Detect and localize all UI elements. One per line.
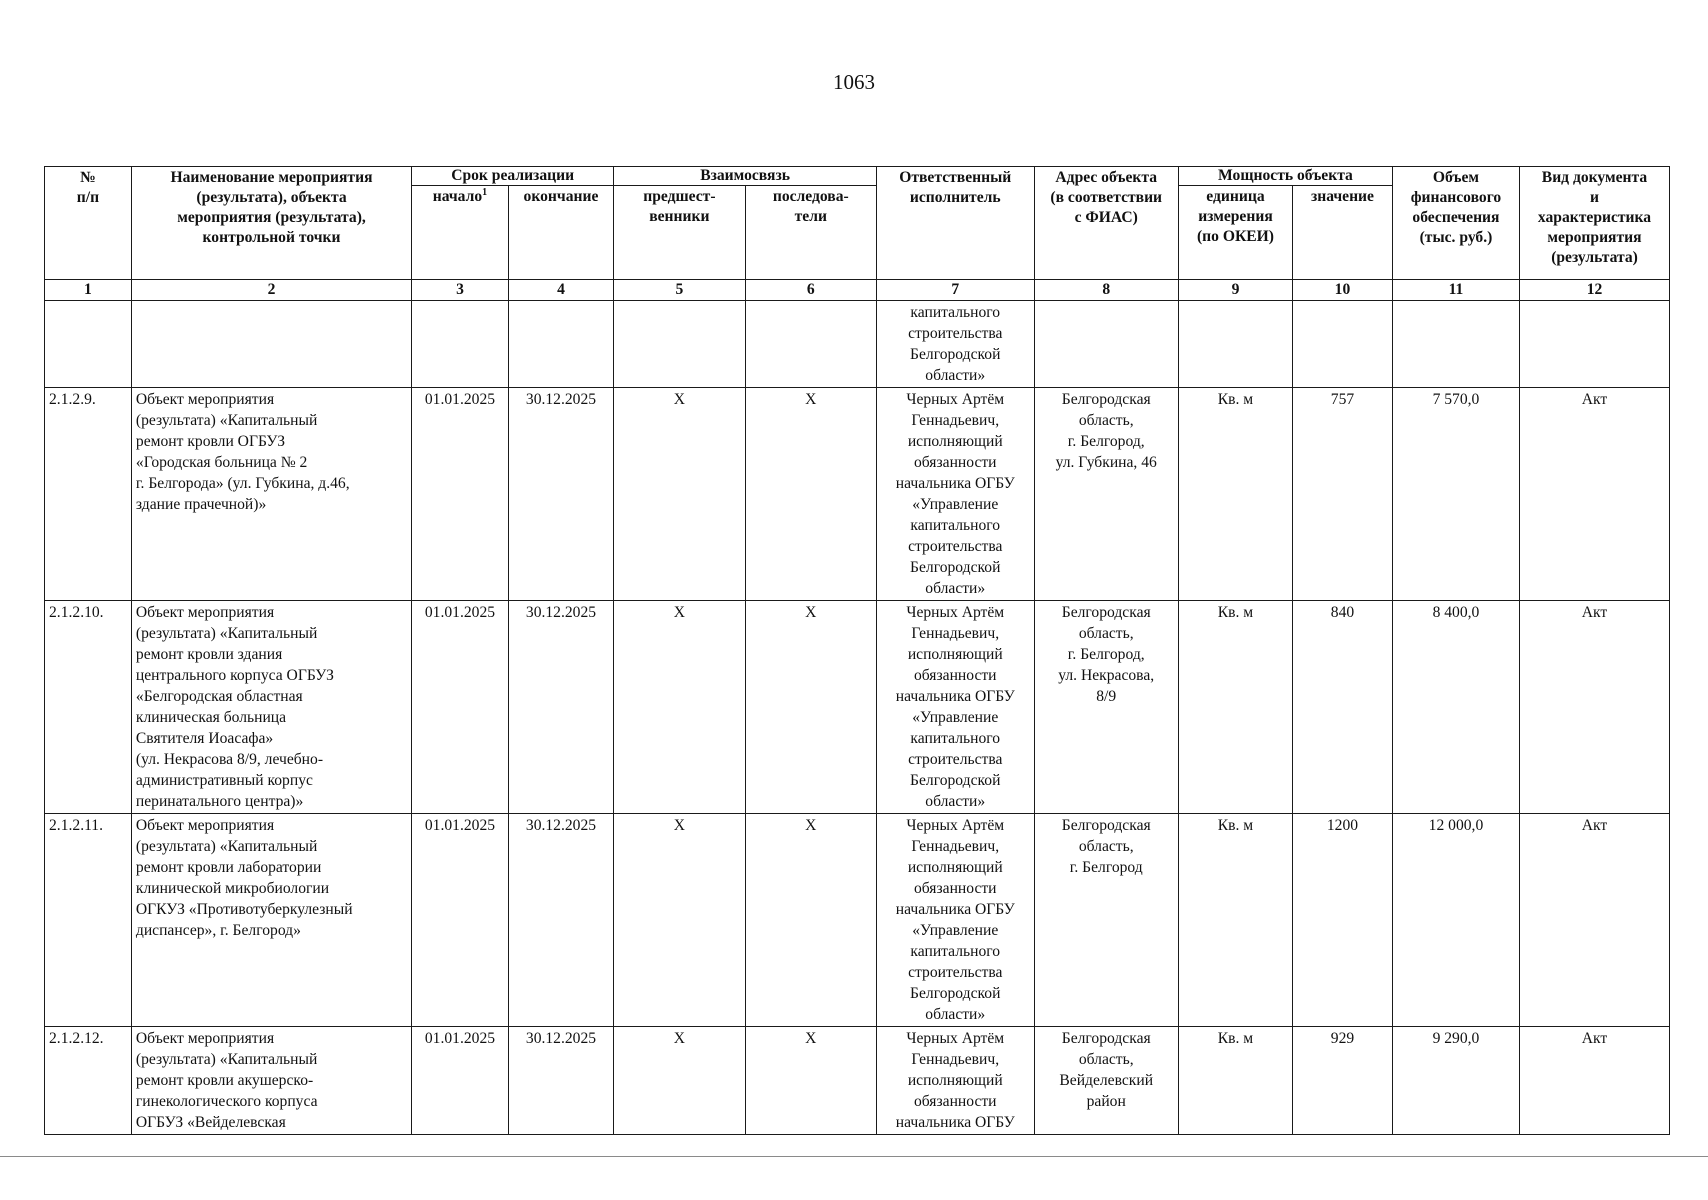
cell-executor: капитального строительства Белгородской области»: [877, 301, 1035, 388]
header-term-end: окончание: [508, 186, 613, 280]
cell-start-date: 01.01.2025: [412, 1027, 509, 1135]
cell-end-date: 30.12.2025: [508, 1027, 613, 1135]
cell-num: 2.1.2.9.: [45, 388, 132, 601]
column-number: 5: [614, 280, 745, 301]
cell-end-date: [508, 301, 613, 388]
table-row: [45, 814, 1670, 1027]
cell-predecessors: [614, 301, 745, 388]
cell-finance: 9 290,0: [1392, 1027, 1519, 1135]
cell-value: 840: [1293, 601, 1393, 814]
table-body: [45, 301, 1670, 1135]
cell-executor: Черных Артём Геннадьевич, исполняющий обязанности начальника ОГБУ «Управление капитального строительства Белгородской области»: [877, 388, 1035, 601]
table-row: [45, 301, 1670, 388]
cell-address: Белгородская область, г. Белгород, ул. Губкина, 46: [1034, 388, 1178, 601]
cell-start-date: [412, 301, 509, 388]
cell-successors: Х: [745, 388, 876, 601]
cell-finance: 7 570,0: [1392, 388, 1519, 601]
header-value: значение: [1293, 186, 1393, 280]
cell-address: [1034, 301, 1178, 388]
header-row-1: [45, 167, 1670, 186]
cell-executor: Черных Артём Геннадьевич, исполняющий обязанности начальника ОГБУ: [877, 1027, 1035, 1135]
cell-unit: Кв. м: [1178, 1027, 1292, 1135]
column-number: 8: [1034, 280, 1178, 301]
cell-successors: [745, 301, 876, 388]
cell-address: Белгородская область, г. Белгород, ул. Некрасова, 8/9: [1034, 601, 1178, 814]
column-number: 7: [877, 280, 1035, 301]
column-number: 4: [508, 280, 613, 301]
cell-name: Объект мероприятия (результата) «Капитальный ремонт кровли здания центрального корпуса ОГБУЗ «Белгородская областная клиническая больница Святителя Иоасафа» (ул. Некрасова 8/9, лечебно- административный корпус перинатального центра)»: [131, 601, 411, 814]
header-doc: Вид документа и характеристика мероприятия (результата): [1520, 167, 1670, 280]
cell-finance: 12 000,0: [1392, 814, 1519, 1027]
cell-end-date: 30.12.2025: [508, 601, 613, 814]
header-successors: последова- тели: [745, 186, 876, 280]
cell-unit: Кв. м: [1178, 388, 1292, 601]
cell-doc-type: Акт: [1520, 1027, 1670, 1135]
cell-predecessors: Х: [614, 1027, 745, 1135]
header-unit: единица измерения (по ОКЕИ): [1178, 186, 1292, 280]
cell-num: 2.1.2.10.: [45, 601, 132, 814]
header-num: № п/п: [45, 167, 132, 280]
header-term-start-label: начало: [432, 188, 483, 205]
cell-unit: Кв. м: [1178, 601, 1292, 814]
cell-start-date: 01.01.2025: [412, 388, 509, 601]
cell-doc-type: Акт: [1520, 601, 1670, 814]
cell-name: Объект мероприятия (результата) «Капитальный ремонт кровли лаборатории клинической микробиологии ОГКУЗ «Противотуберкулезный диспансер», г. Белгород»: [131, 814, 411, 1027]
plan-table: [44, 166, 1670, 1135]
column-number: 10: [1293, 280, 1393, 301]
cell-executor: Черных Артём Геннадьевич, исполняющий обязанности начальника ОГБУ «Управление капитального строительства Белгородской области»: [877, 601, 1035, 814]
table-row: [45, 388, 1670, 601]
cell-successors: Х: [745, 814, 876, 1027]
cell-successors: Х: [745, 1027, 876, 1135]
cell-value: 757: [1293, 388, 1393, 601]
column-number: 9: [1178, 280, 1292, 301]
cell-predecessors: Х: [614, 814, 745, 1027]
cell-predecessors: Х: [614, 388, 745, 601]
column-number: 11: [1392, 280, 1519, 301]
cell-name: Объект мероприятия (результата) «Капитальный ремонт кровли акушерско- гинекологического корпуса ОГБУЗ «Вейделевская: [131, 1027, 411, 1135]
cell-value: 929: [1293, 1027, 1393, 1135]
cell-num: 2.1.2.11.: [45, 814, 132, 1027]
column-number-row: [45, 280, 1670, 301]
cell-executor: Черных Артём Геннадьевич, исполняющий обязанности начальника ОГБУ «Управление капитального строительства Белгородской области»: [877, 814, 1035, 1027]
cell-value: 1200: [1293, 814, 1393, 1027]
header-predecessors: предшест- венники: [614, 186, 745, 280]
cell-address: Белгородская область, г. Белгород: [1034, 814, 1178, 1027]
cell-num: 2.1.2.12.: [45, 1027, 132, 1135]
cell-end-date: 30.12.2025: [508, 814, 613, 1027]
header-name: Наименование мероприятия (результата), объекта мероприятия (результата), контрольной точки: [131, 167, 411, 280]
header-finance: Объем финансового обеспечения (тыс. руб.): [1392, 167, 1519, 280]
cell-name: Объект мероприятия (результата) «Капитальный ремонт кровли ОГБУЗ «Городская больница № 2 г. Белгорода» (ул. Губкина, д.46, здание прачечной)»: [131, 388, 411, 601]
cell-finance: [1392, 301, 1519, 388]
cell-unit: [1178, 301, 1292, 388]
header-address: Адрес объекта (в соответствии с ФИАС): [1034, 167, 1178, 280]
footnote-mark: 1: [482, 186, 488, 198]
cell-value: [1293, 301, 1393, 388]
header-relation: Взаимосвязь: [614, 167, 877, 186]
cell-successors: Х: [745, 601, 876, 814]
column-number: 12: [1520, 280, 1670, 301]
column-number: 6: [745, 280, 876, 301]
cell-predecessors: Х: [614, 601, 745, 814]
cell-address: Белгородская область, Вейделевский район: [1034, 1027, 1178, 1135]
cell-finance: 8 400,0: [1392, 601, 1519, 814]
cell-start-date: 01.01.2025: [412, 814, 509, 1027]
header-term-start: [412, 186, 509, 280]
cell-doc-type: [1520, 301, 1670, 388]
bottom-rule: [0, 1156, 1708, 1157]
table-row: [45, 1027, 1670, 1135]
column-number: 2: [131, 280, 411, 301]
table-row: [45, 601, 1670, 814]
cell-end-date: 30.12.2025: [508, 388, 613, 601]
page-number: 1063: [833, 70, 875, 94]
cell-start-date: 01.01.2025: [412, 601, 509, 814]
cell-doc-type: Акт: [1520, 814, 1670, 1027]
cell-num: [45, 301, 132, 388]
cell-doc-type: Акт: [1520, 388, 1670, 601]
header-capacity: Мощность объекта: [1178, 167, 1392, 186]
cell-unit: Кв. м: [1178, 814, 1292, 1027]
header-executor: Ответственный исполнитель: [877, 167, 1035, 280]
cell-name: [131, 301, 411, 388]
column-number: 1: [45, 280, 132, 301]
header-term: Срок реализации: [412, 167, 614, 186]
column-number: 3: [412, 280, 509, 301]
